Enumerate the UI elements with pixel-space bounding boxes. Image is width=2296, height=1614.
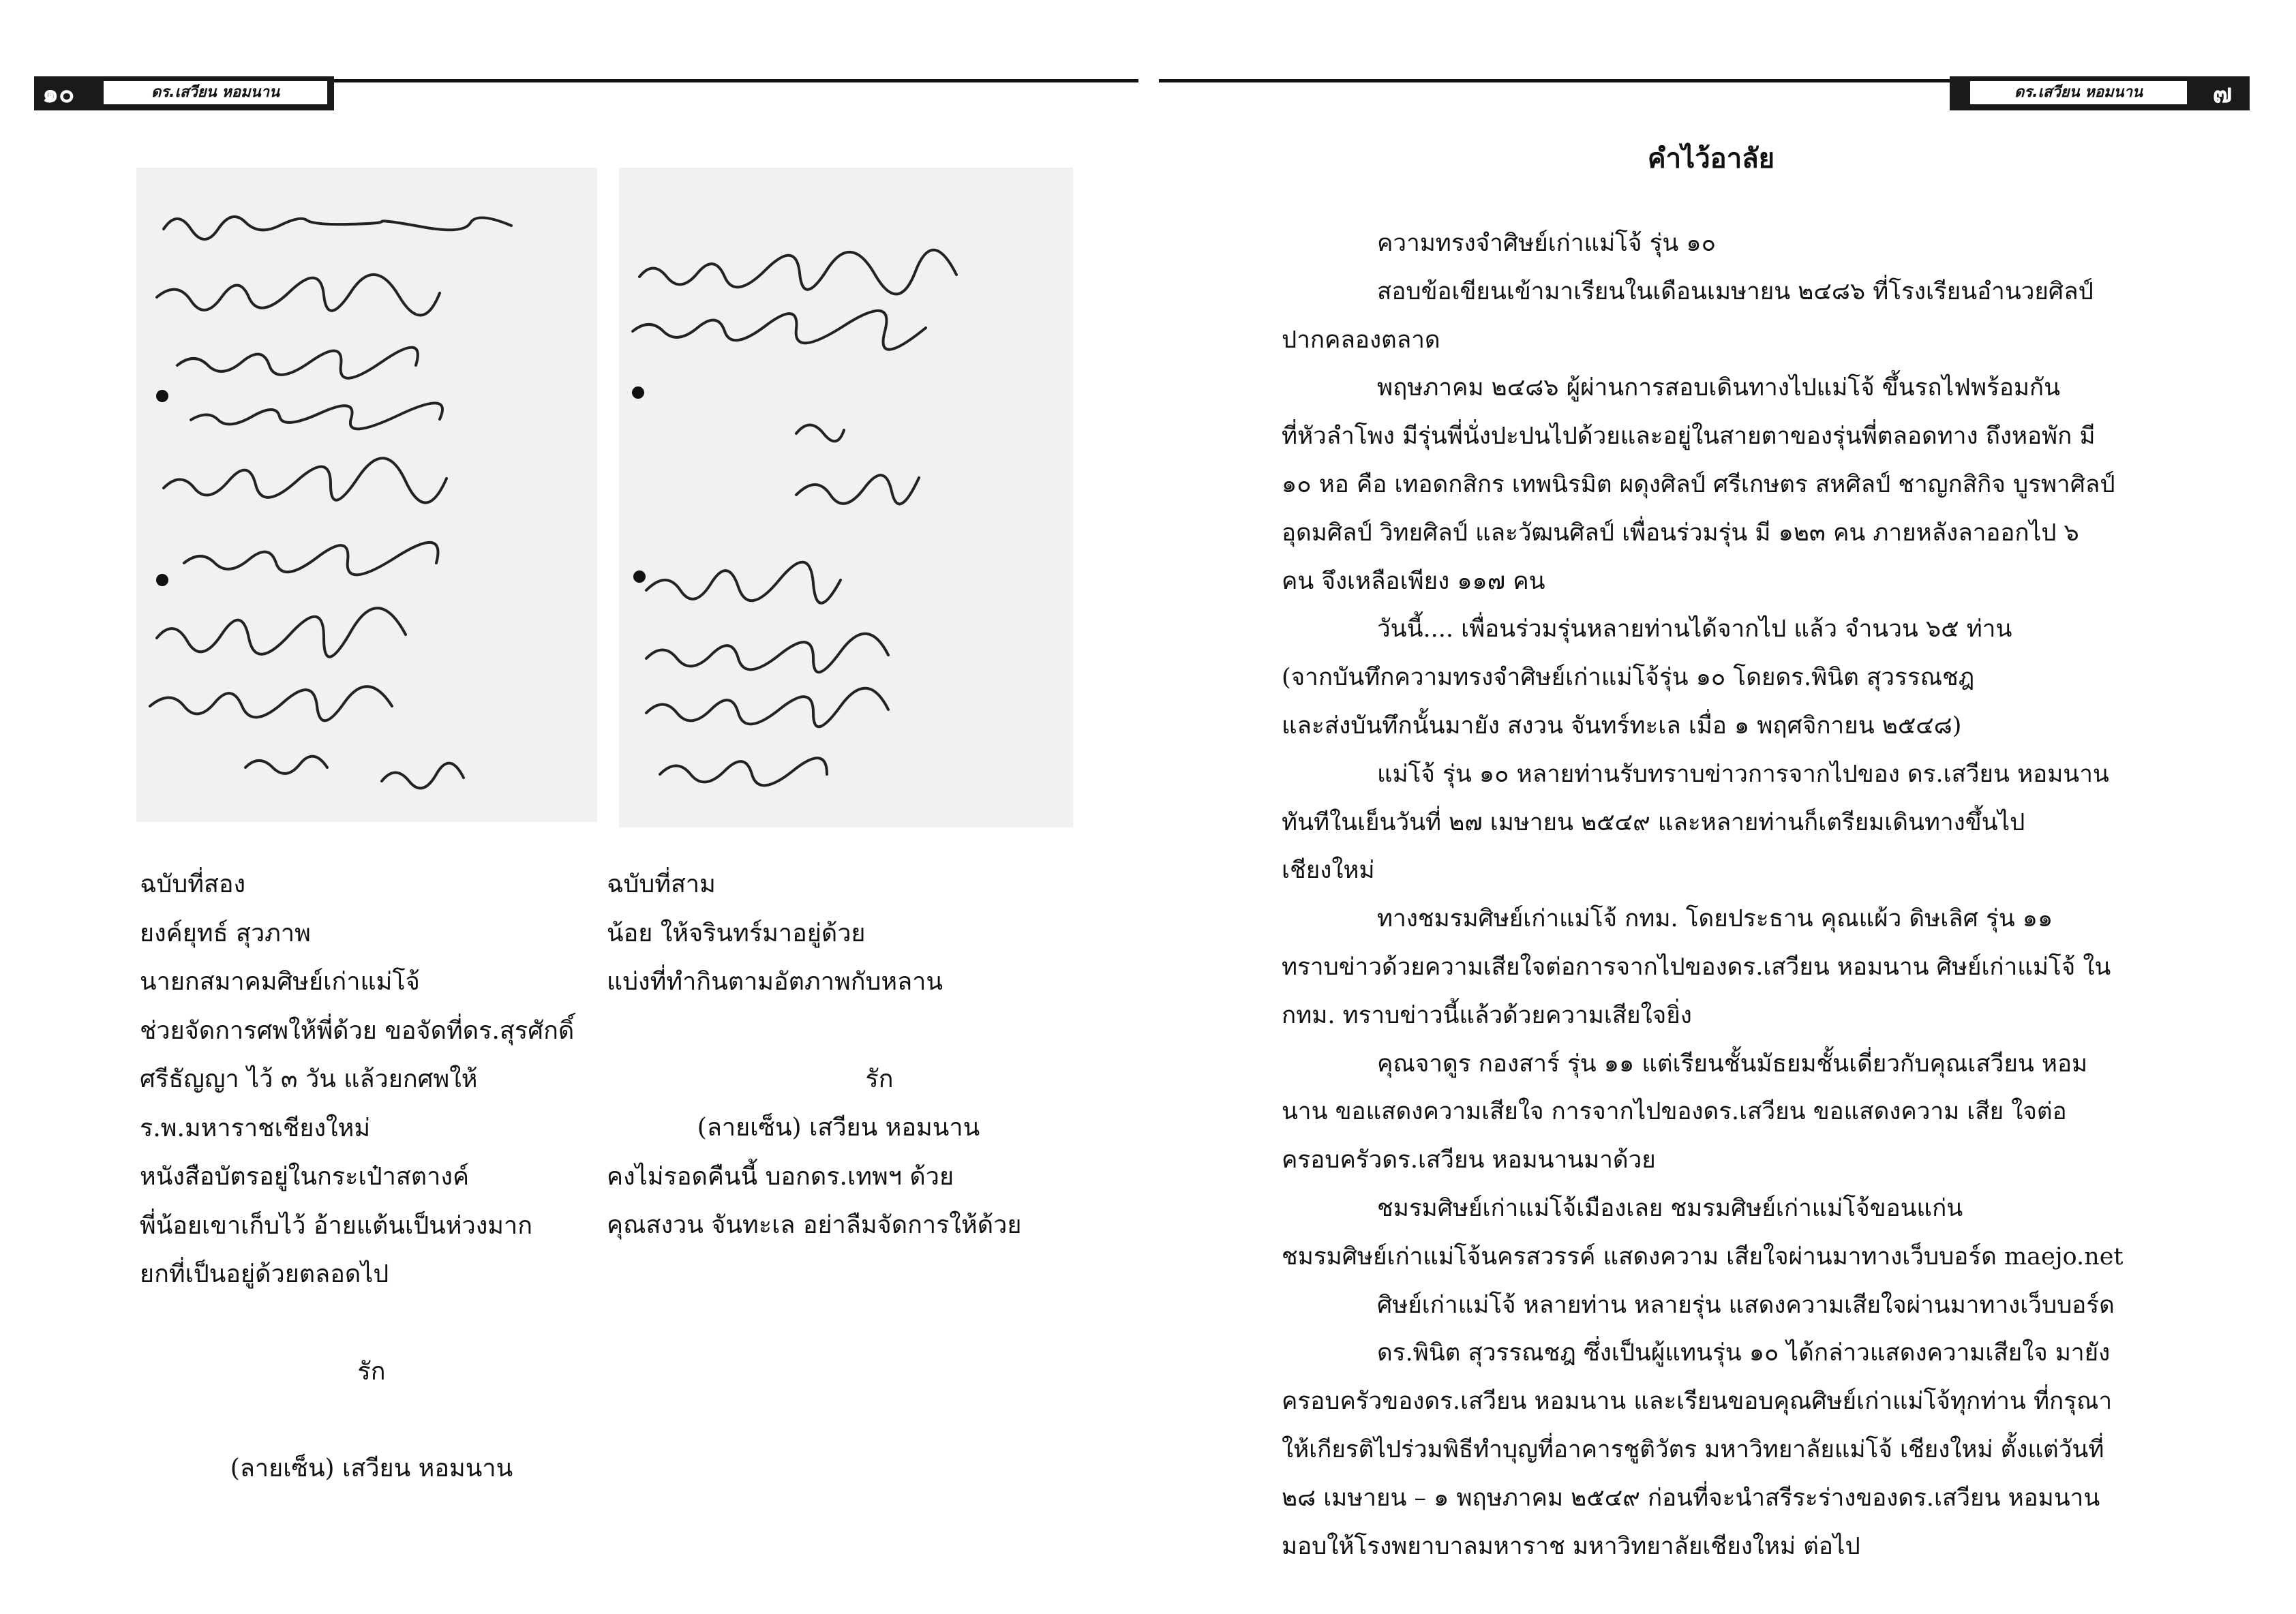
- letter-three-line: คุณสงวน จันทะเล อย่าลืมจัดการให้ด้วย: [607, 1211, 1022, 1239]
- letter-two-line: นายกสมาคมศิษย์เก่าแม่โจ้: [140, 968, 420, 996]
- letter-three-signature: (ลายเซ็น) เสวียน หอมนาน: [697, 1114, 980, 1142]
- letter-three-line: แบ่งที่ทำกินตามอัตภาพกับหลาน: [607, 968, 943, 996]
- letter-two-line: ยงค์ยุทธ์ สุวภาพ: [140, 919, 311, 947]
- memorial-line: ความทรงจำศิษย์เก่าแม่โจ้ รุ่น ๑๐: [1377, 230, 1717, 257]
- page-title: คำไว้อาลัย: [1647, 142, 1775, 174]
- memorial-line: ชมรมศิษย์เก่าแม่โจ้เมืองเลย ชมรมศิษย์เก่าแม่โจ้ขอนแก่น: [1377, 1194, 1963, 1222]
- memorial-line: ๒๘ เมษายน – ๑ พฤษภาคม ๒๕๔๙ ก่อนที่จะนำสรีระร่างของดร.เสวียน หอมนาน: [1282, 1484, 2100, 1512]
- letter-two-line: หนังสือบัตรอยู่ในกระเป๋าสตางค์: [140, 1163, 470, 1191]
- memorial-line: ดร.พินิต สุวรรณชฎ ซึ่งเป็นผู้แทนรุ่น ๑๐ ได้กล่าวแสดงความเสียใจ มายัง: [1377, 1339, 2111, 1367]
- memorial-line: คุณจาดูร กองสาร์ รุ่น ๑๑ แต่เรียนชั้นมัธยมชั้นเดี่ยวกับคุณเสวียน หอม: [1377, 1050, 2088, 1078]
- letter-two: [140, 860, 603, 1493]
- letter-two-heading: ฉบับที่สอง: [140, 870, 246, 898]
- memorial-line: สอบข้อเขียนเข้ามาเรียนในเดือนเมษายน ๒๔๘๖ ที่โรงเรียนอำนวยศิลป์: [1377, 277, 2094, 305]
- letter-two-line: ร.พ.มหาราชเชียงใหม่: [140, 1114, 371, 1142]
- memorial-line: ชมรมศิษย์เก่าแม่โจ้นครสวรรค์ แสดงความ เสียใจผ่านมาทางเว็บบอร์ด maejo.net: [1282, 1243, 2124, 1270]
- handwritten-note-photo-one: [136, 168, 597, 822]
- letter-two-line: ยกที่เป็นอยู่ด้วยตลอดไป: [140, 1260, 389, 1288]
- memorial-line: ๑๐ หอ คือ เทอดกสิกร เทพนิรมิต ผดุงศิลป์ ศรีเกษตร สหศิลป์ ชาญกสิกิจ บูรพาศิลป์: [1282, 470, 2115, 498]
- letter-two-line: พี่น้อยเขาเก็บไว้ อ้ายแต้นเป็นห่วงมาก: [140, 1211, 533, 1240]
- memorial-line: (จากบันทึกความทรงจำศิษย์เก่าแม่โจ้รุ่น ๑๐ โดยดร.พินิต สุวรรณชฎ: [1282, 664, 1975, 692]
- memorial-line: แม่โจ้ รุ่น ๑๐ หลายท่านรับทราบข่าวการจากไปของ ดร.เสวียน หอมนาน: [1377, 760, 2109, 788]
- memorial-text: [1282, 219, 2154, 1570]
- letter-three-heading: ฉบับที่สาม: [607, 870, 716, 898]
- memorial-line: ทันทีในเย็นวันที่ ๒๗ เมษายน ๒๕๔๙ และหลายท่านก็เตรียมเดินทางขึ้นไป: [1282, 808, 2025, 836]
- memorial-line: วันนี้.... เพื่อนร่วมรุ่นหลายท่านได้จากไป แล้ว จำนวน ๖๕ ท่าน: [1377, 615, 2012, 643]
- memorial-line: ทางชมรมศิษย์เก่าแม่โจ้ กทม. โดยประธาน คุณแผ้ว ดิษเลิศ รุ่น ๑๑: [1377, 905, 2053, 933]
- letter-three-closing: รัก: [865, 1065, 894, 1093]
- memorial-line: ครอบครัวดร.เสวียน หอมนานมาด้วย: [1282, 1146, 1656, 1174]
- memorial-line: พฤษภาคม ๒๔๘๖ ผู้ผ่านการสอบเดินทางไปแม่โจ้ ขึ้นรถไฟพร้อมกัน: [1377, 374, 2061, 402]
- memorial-line: นาน ขอแสดงความเสียใจ การจากไปของดร.เสวียน ขอแสดงความ เสีย ใจต่อ: [1282, 1098, 2067, 1126]
- memorial-line: มอบให้โรงพยาบาลมหาราช มหาวิทยาลัยเชียงใหม่ ต่อไป: [1282, 1532, 1860, 1560]
- left-page-number: ๑๐: [42, 78, 75, 108]
- memorial-line: อุดมศิลป์ วิทยศิลป์ และวัฒนศิลป์ เพื่อนร่วมรุ่น มี ๑๒๓ คน ภายหลังลาออกไป ๖: [1282, 519, 2079, 547]
- memorial-line: เชียงใหม่: [1282, 857, 1375, 885]
- handwritten-note-photo-two: [619, 168, 1073, 827]
- memorial-line: ที่หัวลำโพง มีรุ่นพี่นั่งปะปนไปด้วยและอยู่ในสายตาของรุ่นพี่ตลอดทาง ถึงหอพัก มี: [1282, 423, 2096, 451]
- letter-three: [607, 860, 1070, 1250]
- left-running-title: ดร.เสวียน หอมนาน: [104, 81, 327, 104]
- memorial-line: ศิษย์เก่าแม่โจ้ หลายท่าน หลายรุ่น แสดงความเสียใจผ่านมาทางเว็บบอร์ด: [1377, 1291, 2115, 1319]
- memorial-line: ครอบครัวของดร.เสวียน หอมนาน และเรียนขอบคุณศิษย์เก่าแม่โจ้ทุกท่าน ที่กรุณา: [1282, 1388, 2113, 1416]
- right-running-title: ดร.เสวียน หอมนาน: [1970, 81, 2187, 104]
- right-page-number: ๗: [2212, 78, 2233, 108]
- memorial-line: ปากคลองตลาด: [1282, 326, 1440, 354]
- memorial-line: และส่งบันทึกนั้นมายัง สงวน จันทร์ทะเล เมื่อ ๑ พฤศจิกายน ๒๕๔๘): [1282, 712, 1962, 740]
- letter-three-line: คงไม่รอดคืนนี้ บอกดร.เทพฯ ด้วย: [607, 1162, 954, 1191]
- handwriting-scribbles-two: [619, 168, 1073, 827]
- memorial-line: คน จึงเหลือเพียง ๑๑๗ คน: [1282, 567, 1545, 595]
- letter-two-line: ช่วยจัดการศพให้พี่ด้วย ขอจัดที่ดร.สุรศักดิ์: [140, 1016, 575, 1045]
- memorial-line: กทม. ทราบข่าวนี้แล้วด้วยความเสียใจยิ่ง: [1282, 1001, 1692, 1029]
- memorial-line: ให้เกียรติไปร่วมพิธีทำบุญที่อาคารชูติวัตร มหาวิทยาลัยแม่โจ้ เชียงใหม่ ตั้งแต่วันที่: [1282, 1435, 2104, 1463]
- letter-two-signature: (ลายเซ็น) เสวียน หอมนาน: [230, 1455, 513, 1482]
- handwriting-scribbles-one: [136, 168, 597, 822]
- letter-two-line: ศรีธัญญา ไว้ ๓ วัน แล้วยกศพให้: [140, 1065, 478, 1093]
- memorial-line: ทราบข่าวด้วยความเสียใจต่อการจากไปของดร.เสวียน หอมนาน ศิษย์เก่าแม่โจ้ ใน: [1282, 953, 2111, 981]
- letter-three-line: น้อย ให้จรินทร์มาอยู่ด้วย: [607, 919, 866, 947]
- letter-two-closing: รัก: [357, 1357, 386, 1386]
